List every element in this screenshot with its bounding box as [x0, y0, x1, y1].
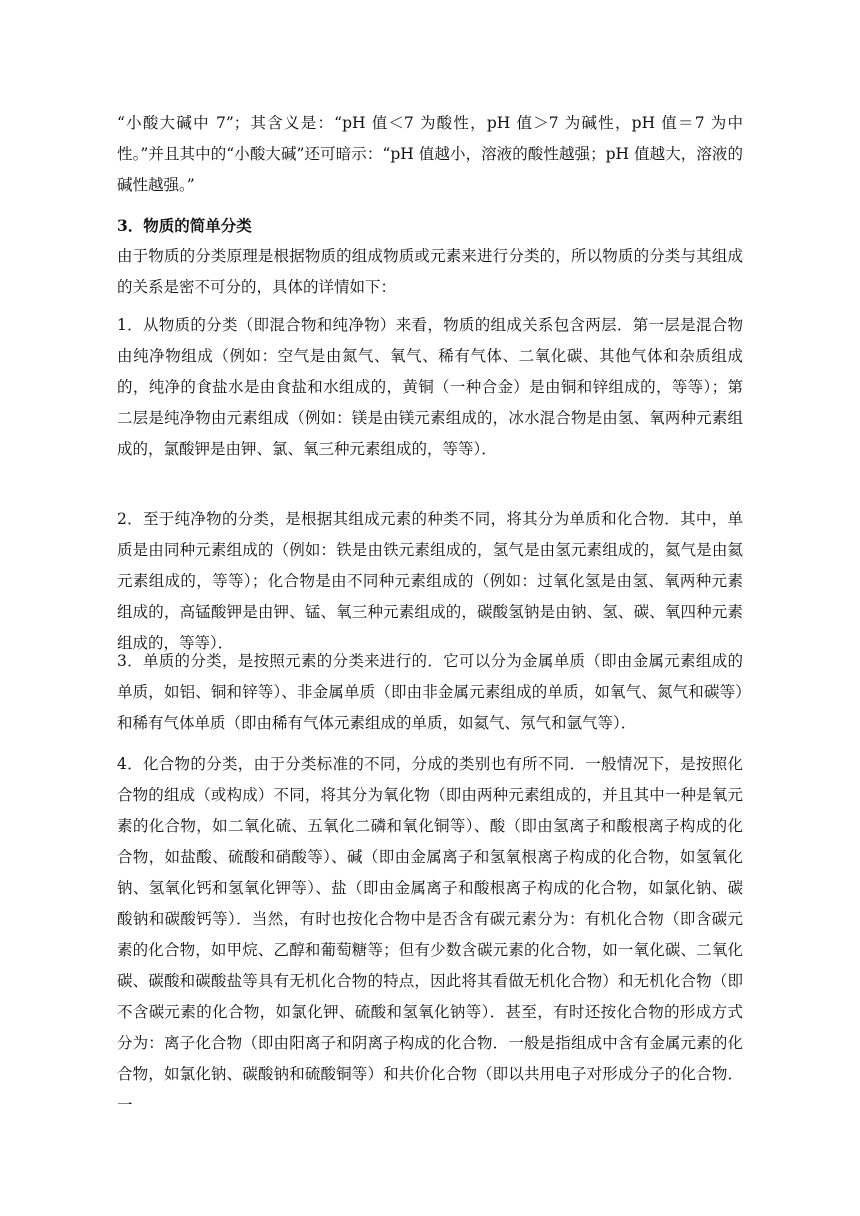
paragraph-item-1: 1．从物质的分类（即混合物和纯净物）来看，物质的组成关系包含两层．第一层是混合物由纯净物组成（例如：空气是由氮气、氧气、稀有气体、二氧化碳、其他气体和杂质组成的，纯净的食盐水是由食盐和水组成的，黄铜（一种合金）是由铜和锌组成的，等等）；第二层是纯净物由元素组成（例如：镁是由镁元素组成的，冰水混合物是由氢、氧两种元素组成的，氯酸钾是由钾、氯、氧三种元素组成的，等等）．: [117, 316, 743, 458]
paragraph-item-3: 3．单质的分类，是按照元素的分类来进行的．它可以分为金属单质（即由金属元素组成的单质，如铝、铜和锌等）、非金属单质（即由非金属元素组成的单质，如氧气、氮气和碳等）和稀有气体单质（即由稀有气体元素组成的单质，如氦气、氖气和氩气等）．: [117, 652, 743, 732]
paragraph-item-2: 2．至于纯净物的分类，是根据其组成元素的种类不同，将其分为单质和化合物．其中，单质是由同种元素组成的（例如：铁是由铁元素组成的，氢气是由氢元素组成的，氦气是由氦元素组成的，等等）；化合物是由不同种元素组成的（例如：过氧化氢是由氢、氧两种元素组成的，高锰酸钾是由钾、锰、氧三种元素组成的，碳酸氢钠是由钠、氢、碳、氧四种元素组成的，等等）．: [117, 510, 743, 652]
paragraph-ph-mnemonic: “小酸大碱中 7”；其含义是：“pH 值＜7 为酸性，pH 值＞7 为碱性，pH 值＝7 为中性。”并且其中的“小酸大碱”还可暗示：“pH 值越小，溶液的酸性越强；pH 值越大，溶液的碱性越强。”: [117, 114, 743, 194]
section-heading: 3．物质的简单分类: [117, 216, 252, 235]
paragraph-item-4: 4．化合物的分类，由于分类标准的不同，分成的类别也有所不同．一般情况下，是按照化合物的组成（或构成）不同，将其分为氧化物（即由两种元素组成的，并且其中一种是氧元素的化合物，如二氧化硫、五氧化二磷和氧化铜等）、酸（即由氢离子和酸根离子构成的化合物，如盐酸、硫酸和硝酸等）、碱（即由金属离子和氢氧根离子构成的化合物，如氢氧化钠、氢氧化钙和氢氧化钾等）、盐（即由金属离子和酸根离子构成的化合物，如氯化钠、碳酸钠和碳酸钙等）．当然，有时也按化合物中是否含有碳元素分为：有机化合物（即含碳元素的化合物，如甲烷、乙醇和葡萄糖等；但有少数含碳元素的化合物，如一氧化碳、二氧化碳、碳酸和碳酸盐等具有无机化合物的特点，因此将其看做无机化合物）和无机化合物（即不含碳元素的化合物，如氯化钾、硫酸和氢氧化钠等）．甚至，有时还按化合物的形成方式分为：离子化合物（即由阳离子和阴离子构成的化合物．一般是指组成中含有金属元素的化合物，如氯化钠、碳酸钠和硫酸铜等）和共价化合物（即以共用电子对形成分子的化合物．一: [117, 755, 743, 1114]
paragraph-intro: 由于物质的分类原理是根据物质的组成物质或元素来进行分类的，所以物质的分类与其组成的关系是密不可分的，具体的详情如下：: [117, 247, 743, 296]
